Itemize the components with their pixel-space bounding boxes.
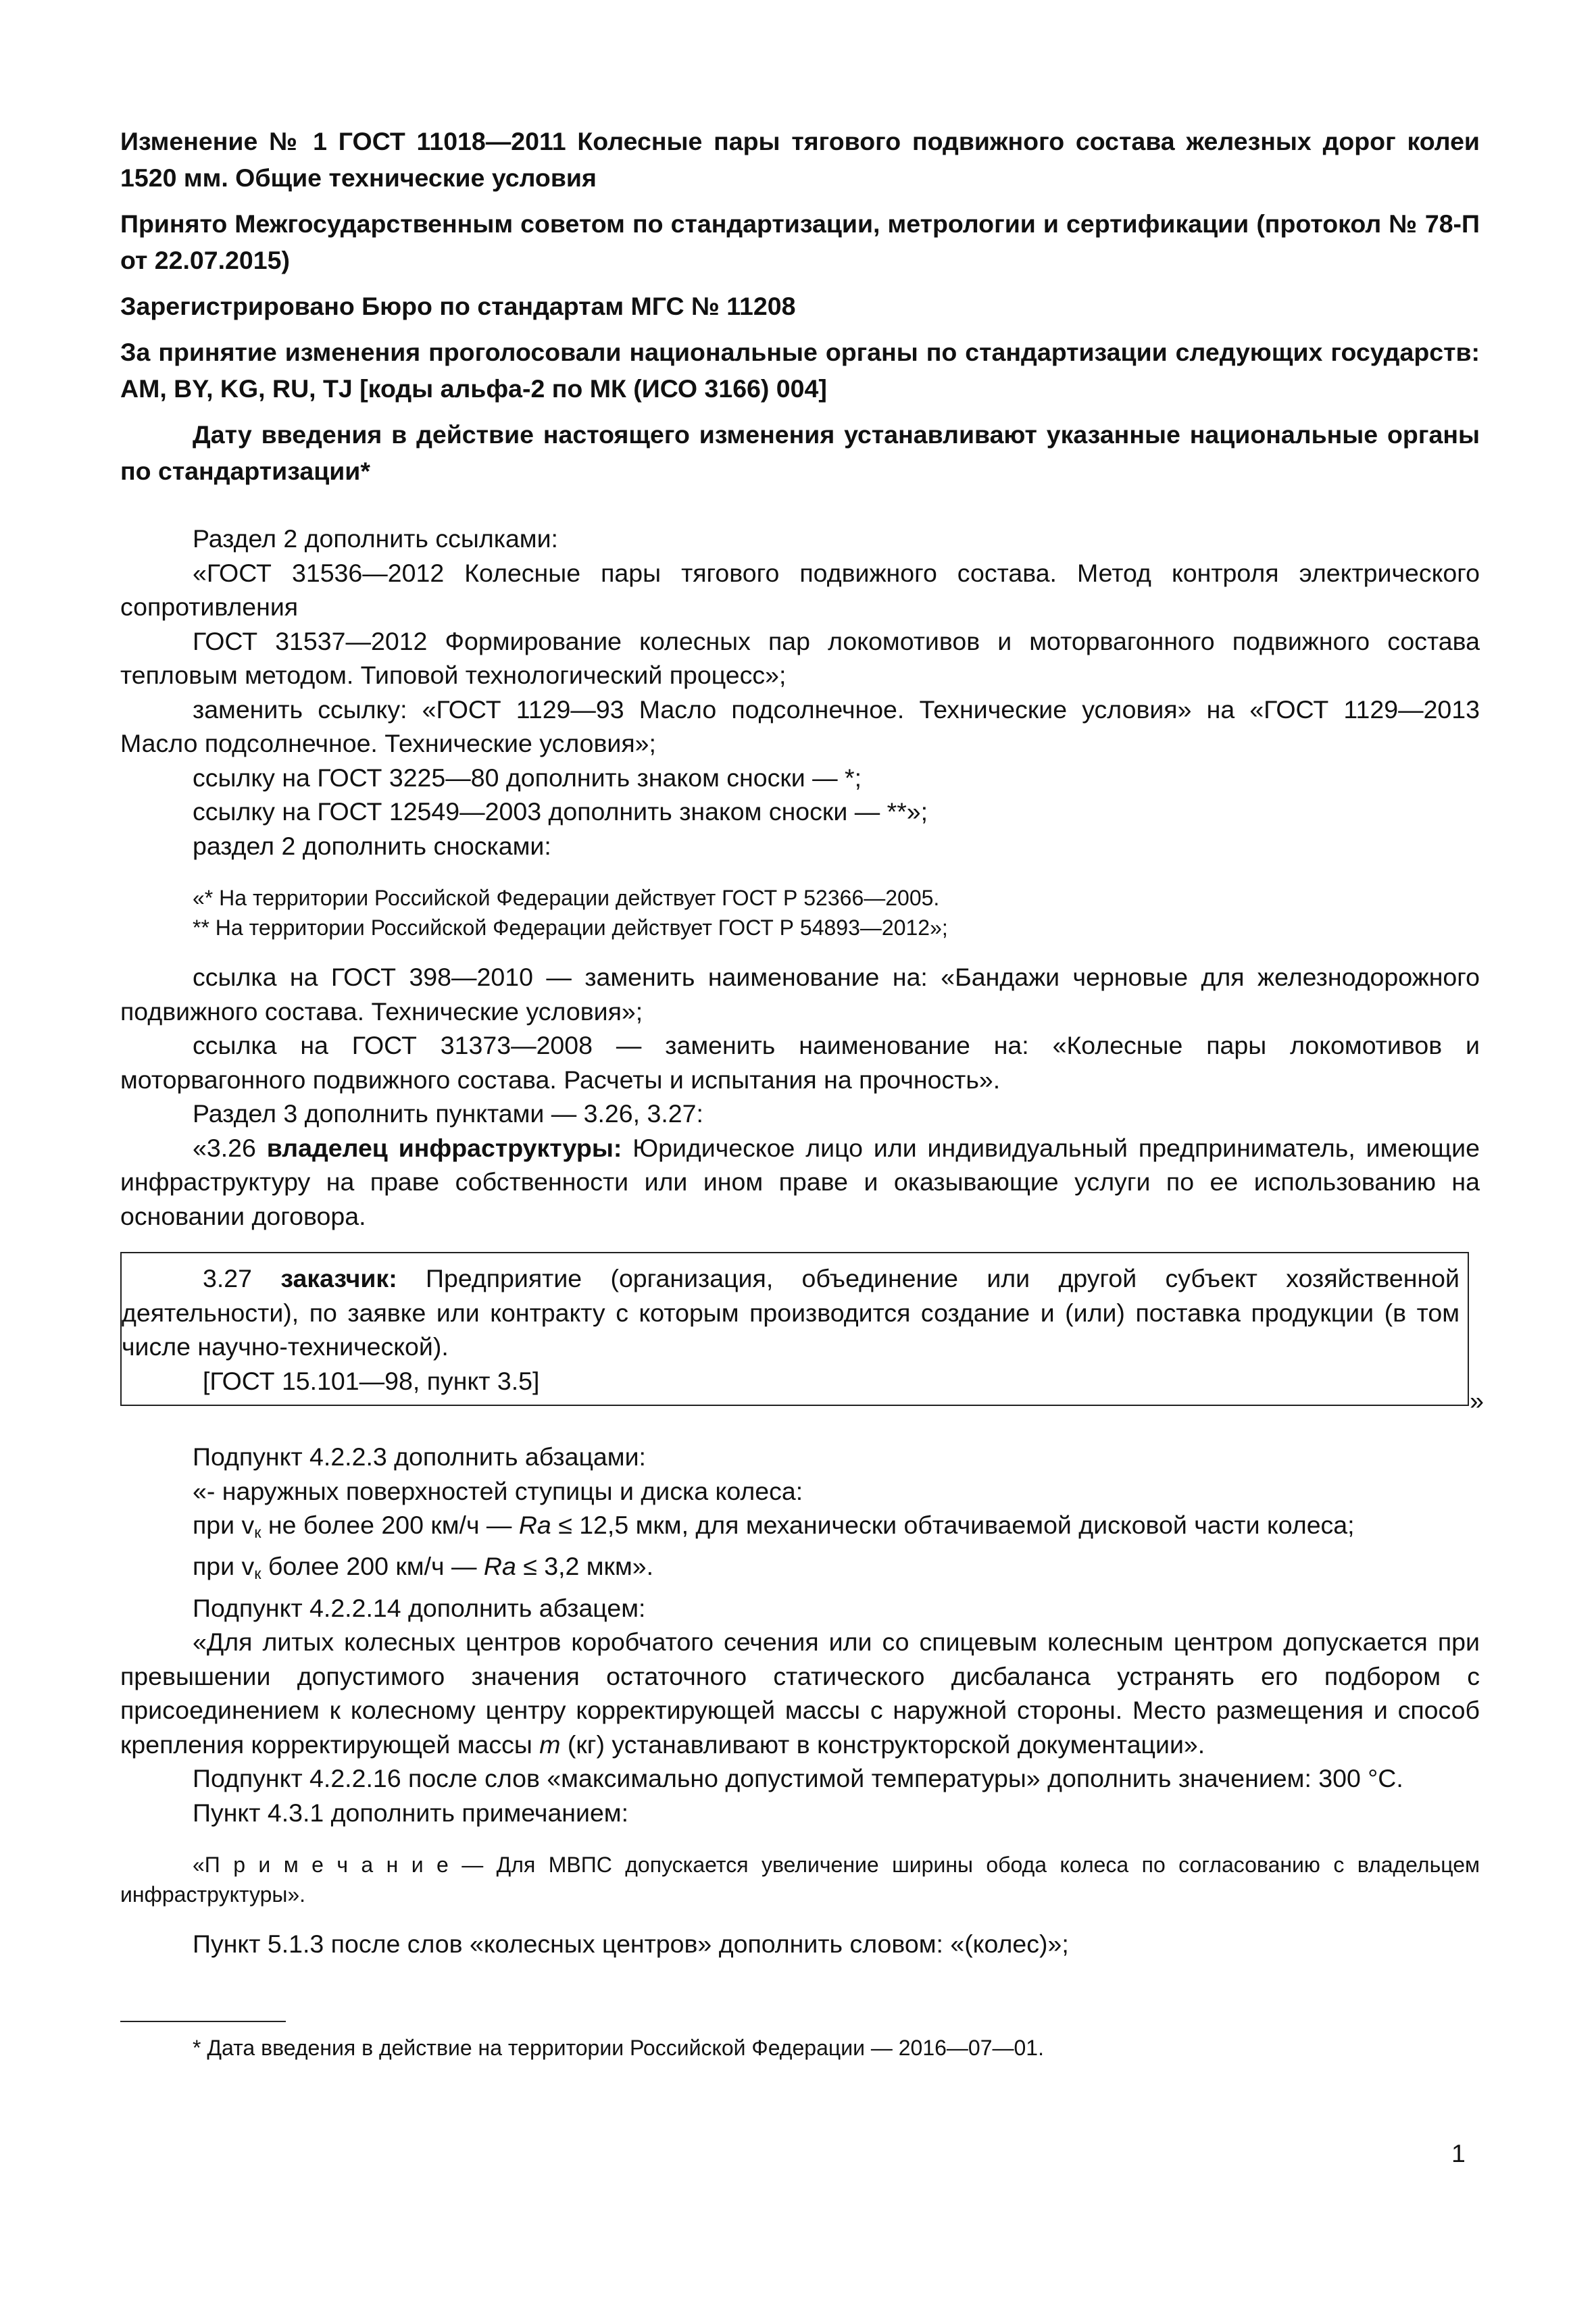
footnote-divider bbox=[120, 2021, 286, 2022]
document-page bbox=[120, 123, 1484, 2063]
paragraph-gost-31373: ссылка на ГОСТ 31373—2008 — заменить наименование на: «Колесные пары локомотивов и моторвагонного подвижного состава. Расчеты и испытания на прочность». bbox=[120, 1031, 1480, 1094]
definition-3-26: «3.26 владелец инфраструктуры: Юридическое лицо или индивидуальный предприниматель, имеющие инфраструктуру на праве собственности или ином праве и оказывающие услуги по ее использованию на основании договора. bbox=[120, 1133, 1480, 1230]
paragraph-gost-3225: ссылку на ГОСТ 3225—80 дополнить знаком сноски — *; bbox=[193, 763, 862, 792]
paragraph-4-2-2-16: Подпункт 4.2.2.16 после слов «максимально допустимой температуры» дополнить значением: 300 °С. bbox=[193, 1764, 1403, 1793]
voting-states: За принятие изменения проголосовали национальные органы по стандартизации следующих государств: AM, BY, KG, RU, TJ [коды альфа-2 по МК (ИСО 3166) 004] bbox=[120, 338, 1480, 403]
term-customer: заказчик: bbox=[280, 1264, 397, 1292]
registration: Зарегистрировано Бюро по стандартам МГС № 11208 bbox=[120, 292, 796, 320]
inserted-footnote-1: «* На территории Российской Федерации действует ГОСТ Р 52366—2005. bbox=[193, 886, 940, 910]
paragraph-section-3: Раздел 3 дополнить пунктами — 3.26, 3.27: bbox=[193, 1099, 703, 1128]
paragraph-cast-wheel-centers: «Для литых колесных центров коробчатого сечения или со спицевым колесным центром допускается при превышении допустимого значения остаточного статического дисбаланса устранять его подбором с присоединением к колесному центру корректирующей массы с наружной стороны. Место размещения и способ крепления корректирующей массы m (кг) устанавливают в конструкторской документации». bbox=[120, 1628, 1480, 1759]
paragraph-gost-398: ссылка на ГОСТ 398—2010 — заменить наименование на: «Бандажи черновые для железнодорожного подвижного состава. Технические условия»; bbox=[120, 963, 1480, 1026]
paragraph-4-2-2-3: Подпункт 4.2.2.3 дополнить абзацами: bbox=[193, 1442, 646, 1471]
paragraph-roughness-200: при $v_к$ не более 200 км/ч — Ra ≤ 12,5 мкм, для механически обтачиваемой дисковой части колеса; bbox=[193, 1511, 1355, 1541]
paragraph-replace-gost-1129: заменить ссылку: «ГОСТ 1129—93 Масло подсолнечное. Технические условия» на «ГОСТ 1129—2013 Масло подсолнечное. Технические условия»; bbox=[120, 695, 1480, 757]
paragraph-gost-31537: ГОСТ 31537—2012 Формирование колесных пар локомотивов и моторвагонного подвижного состава тепловым методом. Типовой технологический процесс»; bbox=[120, 626, 1480, 689]
page-number: 1 bbox=[1451, 2139, 1466, 2167]
inserted-footnote-2: ** На территории Российской Федерации действует ГОСТ Р 54893—2012»; bbox=[193, 915, 948, 940]
paragraph-add-footnotes: раздел 2 дополнить сносками: bbox=[193, 831, 551, 860]
paragraph-4-3-1: Пункт 4.3.1 дополнить примечанием: bbox=[193, 1798, 629, 1827]
closing-quote: » bbox=[1470, 1386, 1484, 1415]
definition-source-ref: [ГОСТ 15.101—98, пункт 3.5] bbox=[203, 1366, 540, 1395]
paragraph-4-2-2-14: Подпункт 4.2.2.14 дополнить абзацем: bbox=[193, 1593, 646, 1622]
note-mvps: «П р и м е ч а н и е — Для МВПС допускается увеличение ширины обода колеса по согласованию с владельцем инфраструктуры». bbox=[120, 1853, 1480, 1907]
definition-3-27: 3.27 заказчик: Предприятие (организация, объединение или другой субъект хозяйственной деятельности), по заявке или контракту с которым производится создание и (или) поставка продукции (в том числе научно-технической). bbox=[122, 1264, 1460, 1361]
footnote-effective-date: * Дата введения в действие на территории Российской Федерации — 2016—07—01. bbox=[193, 2035, 1044, 2060]
paragraph-section-2: Раздел 2 дополнить ссылками: bbox=[193, 524, 558, 553]
paragraph-hub-surfaces: «- наружных поверхностей ступицы и диска колеса: bbox=[193, 1476, 803, 1505]
paragraph-gost-31536: «ГОСТ 31536—2012 Колесные пары тягового подвижного состава. Метод контроля электрического сопротивления bbox=[120, 558, 1480, 621]
amendment-title: Изменение № 1 ГОСТ 11018—2011 Колесные пары тягового подвижного состава железных дорог колеи 1520 мм. Общие технические условия bbox=[120, 127, 1480, 192]
term-infrastructure-owner: владелец инфраструктуры: bbox=[266, 1133, 622, 1162]
paragraph-gost-12549: ссылку на ГОСТ 12549—2003 дополнить знаком сноски — **»; bbox=[193, 797, 928, 826]
paragraph-roughness-over-200: при $v_к$ более 200 км/ч — Ra ≤ 3,2 мкм». bbox=[193, 1552, 654, 1583]
paragraph-5-1-3: Пункт 5.1.3 после слов «колесных центров» дополнить словом: «(колес)»; bbox=[193, 1930, 1069, 1959]
definition-3-27-box bbox=[120, 1252, 1484, 1415]
effective-date-note: Дату введения в действие настоящего изменения устанавливают указанные национальные органы по стандартизации* bbox=[120, 420, 1480, 485]
accepted-by: Принято Межгосударственным советом по стандартизации, метрологии и сертификации (протокол № 78-П от 22.07.2015) bbox=[120, 209, 1480, 274]
